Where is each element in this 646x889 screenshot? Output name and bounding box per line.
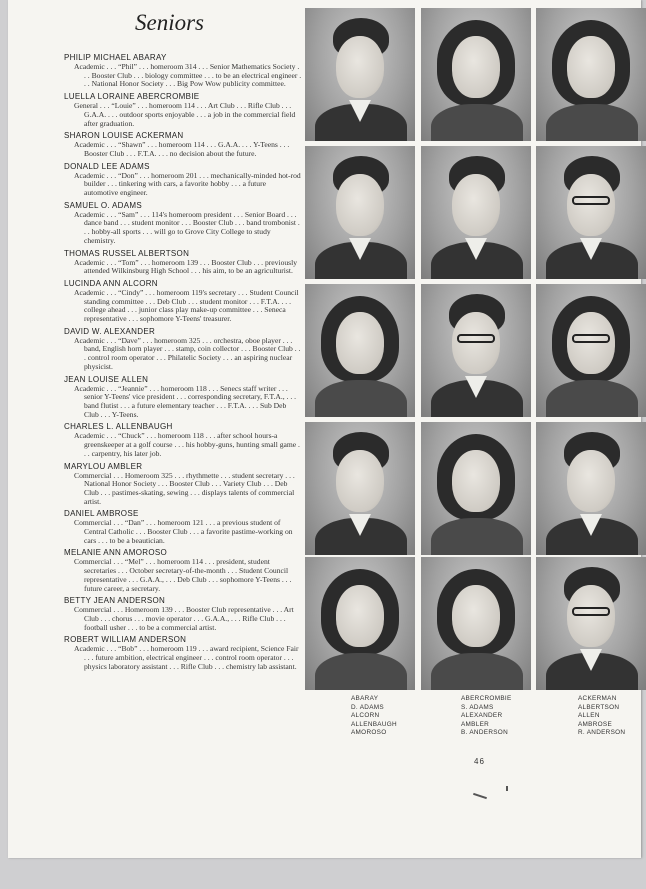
caption: D. ADAMS	[351, 703, 384, 711]
senior-name: BETTY JEAN ANDERSON	[64, 596, 166, 606]
senior-entry	[64, 422, 302, 458]
caption: ALLEN	[578, 712, 600, 720]
senior-name: MARYLOU AMBLER	[64, 461, 143, 471]
senior-entry	[64, 162, 302, 198]
senior-description: Academic . . . “Sam” . . . 114's homeroom president . . . Senior Board . . . dance band . . . student monitor . . . Booster Club . . . band trombonist . . . hobby-all sports . . . will go to Grove City College to study chemistry.	[74, 209, 300, 245]
caption-column-3	[578, 695, 625, 738]
senior-entry	[64, 279, 302, 324]
senior-description: Academic . . . “Jeannie” . . . homeroom 118 . . . Senecs staff writer . . . senior Y-Teens' vice president . . . corresponding secretary, F.T.A., . . . band flutist . . . a future elementary teacher . . . F.T.A. . . . Sub Deb Club . . . Y-Teens.	[74, 383, 297, 419]
senior-portrait	[536, 557, 646, 690]
senior-portrait	[305, 8, 415, 141]
caption: ALCORN	[351, 712, 380, 720]
caption: AMOROSO	[351, 729, 387, 737]
senior-entries	[64, 53, 302, 674]
senior-portrait	[421, 8, 531, 141]
senior-name: SAMUEL O. ADAMS	[64, 200, 142, 210]
senior-portrait	[305, 557, 415, 690]
senior-description: Academic . . . “Tom” . . . homeroom 139 . . . Booster Club . . . previously attended Wilkinsburg High School . . . his aim, to be an agriculturist.	[74, 257, 298, 276]
senior-name: DONALD LEE ADAMS	[64, 161, 150, 171]
senior-entry	[64, 131, 302, 158]
caption: ALLENBAUGH	[351, 720, 397, 728]
pen-mark	[506, 786, 508, 791]
senior-entry	[64, 375, 302, 420]
senior-entry	[64, 327, 302, 372]
caption: ALEXANDER	[461, 712, 503, 720]
senior-portrait	[536, 8, 646, 141]
senior-entry	[64, 249, 302, 276]
senior-description: Commercial . . . “Mel” . . . homeroom 114 . . . president, student secretaries . . . October secretary-of-the-month . . . Student Council representative . . . G.A.A., . . . Deb Club . . . sophomore Y-Teens . . . future career, a secretary.	[74, 557, 292, 593]
senior-description: General . . . “Louie” . . . homeroom 114 . . . Art Club . . . Rifle Club . . . G.A.A. . . . outdoor sports enjoyable . . . a job in the commercial field after graduation.	[74, 101, 296, 128]
senior-entry	[64, 509, 302, 545]
senior-name: LUELLA LORAINE ABERCROMBIE	[64, 92, 200, 102]
caption-column-2	[461, 695, 512, 738]
senior-portrait	[421, 284, 531, 417]
caption: ACKERMAN	[578, 695, 617, 702]
senior-entry	[64, 92, 302, 128]
senior-description: Academic . . . “Cindy” . . . homeroom 119's secretary . . . Student Council standing committee . . . Deb Club . . . student monitor . . . F.T.A. . . . college ahead . . . junior class play make-up committee . . . Seneca representative . . . sophomore Y-Teens' treasurer.	[74, 287, 299, 324]
page-title: Seniors	[135, 10, 204, 35]
senior-name: CHARLES L. ALLENBAUGH	[64, 422, 173, 432]
senior-entry	[64, 201, 302, 246]
senior-entry	[64, 635, 302, 671]
senior-portrait	[536, 422, 646, 555]
senior-entry	[64, 548, 302, 593]
senior-portrait	[305, 146, 415, 279]
page-number: 46	[474, 757, 485, 766]
senior-entry	[64, 462, 302, 507]
senior-portrait	[536, 146, 646, 279]
senior-description: Academic . . . “Shawn” . . . homeroom 114 . . . G.A.A. . . . Y-Teens . . . Booster Club . . . F.T.A. . . . no decision about the future.	[74, 140, 290, 158]
senior-name: THOMAS RUSSEL ALBERTSON	[64, 248, 190, 258]
senior-name: ROBERT WILLIAM ANDERSON	[64, 635, 187, 645]
senior-portrait	[421, 557, 531, 690]
caption: ABARAY	[351, 695, 379, 702]
caption: AMBLER	[461, 720, 490, 728]
senior-name: DANIEL AMBROSE	[64, 509, 139, 519]
senior-description: Academic . . . “Chuck” . . . homeroom 118 . . . after school hours-a greenskeeper at a golf course . . . his hobby-guns, hunting small game . . . carpentry, his later job.	[74, 431, 300, 458]
senior-description: Commercial . . . Homeroom 139 . . . Booster Club representative . . . Art Club . . . chorus . . . movie operator . . . G.A.A., . . . Rifle Club . . . football usher . . . to be a commercial artist.	[74, 605, 294, 632]
senior-portrait	[305, 422, 415, 555]
senior-portrait	[305, 284, 415, 417]
senior-description: Academic . . . “Don” . . . homeroom 201 . . . mechanically-minded hot-rod builder . . . tinkering with cars, a favorite hobby . . . a future automotive engineer.	[74, 170, 301, 198]
pen-mark	[473, 793, 487, 799]
senior-description: Commercial . . . Homeroom 325 . . . rhythmette . . . student secretary . . . National Honor Society . . . Booster Club . . . Variety Club . . . Deb Club . . . pastimes-skating, sewing . . . displays talents of commercial artist.	[74, 470, 295, 506]
senior-name: JEAN LOUISE ALLEN	[64, 374, 149, 384]
senior-name: PHILIP MICHAEL ABARAY	[64, 53, 167, 62]
senior-description: Academic . . . “Bob” . . . homeroom 119 . . . award recipient, Science Fair . . . future ambition, electrical engineer . . . control room operator . . . physics laboratory assistant . . . Rifle Club . . . chemistry lab assistant.	[74, 644, 299, 671]
caption: S. ADAMS	[461, 703, 494, 711]
caption: ABERCROMBIE	[461, 695, 512, 702]
caption: R. ANDERSON	[578, 729, 626, 737]
senior-name: SHARON LOUISE ACKERMAN	[64, 131, 184, 141]
senior-description: Commercial . . . “Dan” . . . homeroom 121 . . . a previous student of Central Catholic . . . Booster Club . . . a favorite pastime-working on cars . . . to be a beautician.	[74, 518, 293, 545]
caption-column-1	[351, 695, 397, 738]
senior-entry	[64, 596, 302, 632]
senior-name: LUCINDA ANN ALCORN	[64, 278, 158, 288]
senior-portrait	[536, 284, 646, 417]
senior-description: Academic . . . “Dave” . . . homeroom 325 . . . orchestra, oboe player . . . band, English horn player . . . stamp, coin collector . . . Booster Club . . . control room operator . . . Philatelic Society . . . an aspiring nuclear physicist.	[74, 335, 301, 371]
senior-portrait	[421, 422, 531, 555]
caption: ALBERTSON	[578, 703, 620, 711]
yearbook-page	[8, 0, 641, 858]
senior-name: MELANIE ANN AMOROSO	[64, 548, 168, 558]
senior-name: DAVID W. ALEXANDER	[64, 326, 156, 336]
senior-portrait	[421, 146, 531, 279]
caption: B. ANDERSON	[461, 729, 508, 737]
senior-entry	[64, 53, 302, 89]
caption: AMBROSE	[578, 720, 613, 728]
senior-description: Academic . . . “Phil” . . . homeroom 314 . . . Senior Mathematics Society . . . Booster Club . . . biology committee . . . to be an electrical engineer . . . National Honor Society . . . Big Pow Wow publicity committee.	[74, 62, 302, 89]
